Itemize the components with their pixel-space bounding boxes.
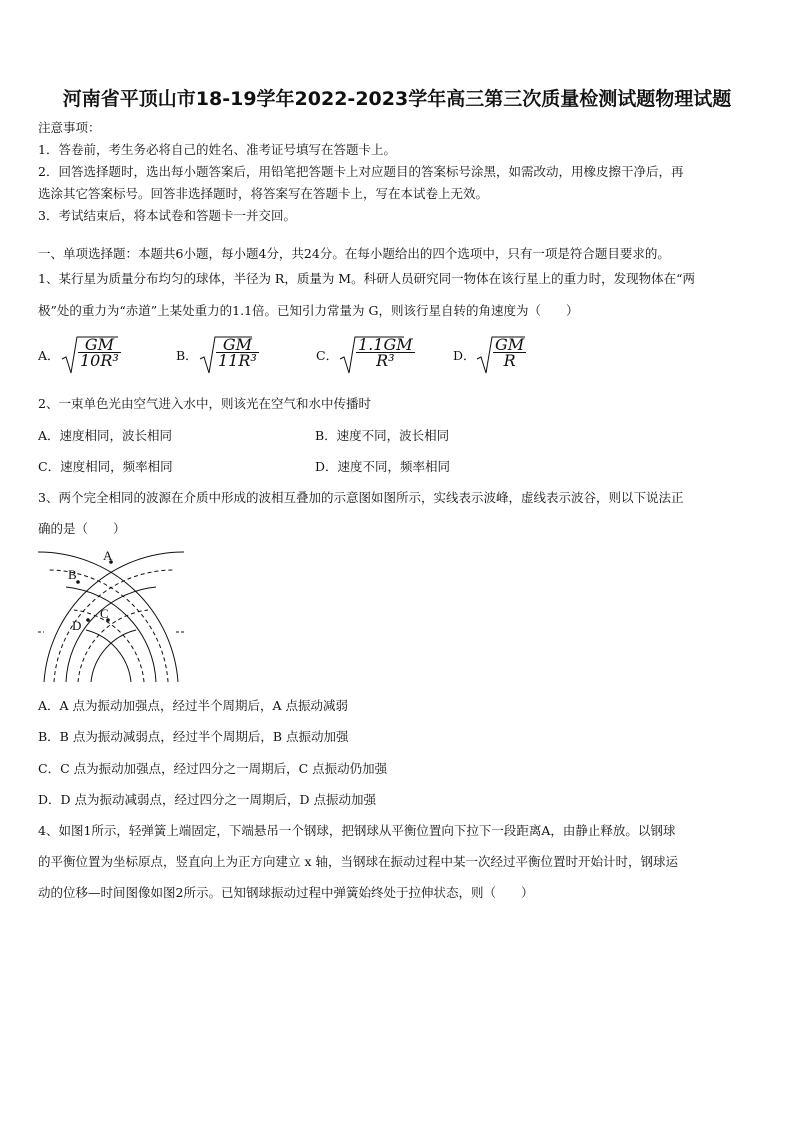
q3-stem-line2: 确的是（ ） [38, 521, 126, 536]
q2-option-b[interactable]: B．速度不同，波长相同 [315, 428, 450, 443]
q1-option-b[interactable] [176, 348, 198, 364]
q1-option-b-formula [198, 335, 258, 375]
fraction-denominator: R [503, 351, 516, 370]
q1-stem-line2: 极”处的重力为“赤道”上某处重力的1.1倍。已知引力常量为 G，则该行星自转的角速度为（ ） [38, 303, 579, 318]
q2-option-a[interactable]: A．速度相同，波长相同 [38, 428, 173, 443]
q1-option-c-formula [338, 335, 413, 375]
point-a-label: A [103, 548, 113, 563]
q3-option-a[interactable]: A．A 点为振动加强点，经过半个周期后，A 点振动减弱 [38, 698, 349, 713]
fraction-numerator: GM [495, 335, 525, 354]
q1-option-d-formula [475, 335, 535, 375]
wave-interference-diagram [36, 542, 186, 692]
point-d-label: D [72, 618, 82, 633]
trough-arc [48, 570, 168, 682]
section-heading: 一、单项选择题：本题共6小题，每小题4分，共24分。在每小题给出的四个选项中，只有一项是符合题目要求的。 [38, 246, 670, 261]
crest-arc [66, 587, 156, 682]
fraction-denominator: 11R³ [218, 351, 257, 370]
q1-stem-line1: 1、某行星为质量分布均匀的球体，半径为 R，质量为 M。科研人员研究同一物体在该行星上的重力时，发现物体在“两 [38, 271, 696, 286]
point-c-label: C [100, 606, 109, 621]
q1-option-c[interactable] [316, 348, 338, 364]
q1-option-a[interactable] [38, 348, 60, 364]
fraction-numerator: GM [216, 337, 259, 353]
q2-stem: 2、一束单色光由空气进入水中，则该光在空气和水中传播时 [38, 396, 371, 411]
q4-stem-line3: 动的位移—时间图像如图2所示。已知钢球振动过程中弹簧始终处于拉伸状态，则（ ） [38, 885, 534, 900]
notice-item-1: 1．答卷前，考生务必将自己的姓名、准考证号填写在答题卡上。 [38, 142, 396, 157]
fraction-denominator: R³ [376, 351, 395, 370]
q1-option-d[interactable] [453, 348, 476, 364]
option-label: C． [316, 348, 339, 363]
q3-option-c[interactable]: C．C 点为振动加强点，经过四分之一周期后，C 点振动仍加强 [38, 761, 388, 776]
q3-option-b[interactable]: B．B 点为振动减弱点，经过半个周期后，B 点振动加强 [38, 729, 349, 744]
option-label: B． [176, 348, 198, 363]
notice-item-3: 3．考试结束后，将本试卷和答题卡一并交回。 [38, 208, 296, 223]
point-d-marker [86, 618, 90, 622]
fraction-denominator: 10R³ [80, 351, 119, 370]
page-title: 河南省平顶山市18-19学年2022-2023学年高三第三次质量检测试题物理试题 [62, 88, 732, 110]
fraction-numerator: GM [78, 337, 121, 353]
option-label: D． [453, 348, 476, 363]
q3-stem-line1: 3、两个完全相同的波源在介质中形成的波相互叠加的示意图如图所示，实线表示波峰，虚线表示波谷，则以下说法正 [38, 490, 684, 505]
fraction-numerator: 1.1GM [358, 335, 413, 354]
crest-arc [66, 587, 156, 682]
q1-option-a-formula [60, 335, 120, 375]
notice-heading: 注意事项： [38, 120, 101, 135]
q2-option-d[interactable]: D．速度不同，频率相同 [315, 459, 451, 474]
option-label: A． [38, 348, 60, 363]
notice-item-2: 2．回答选择题时，选出每小题答案后，用铅笔把答题卡上对应题目的答案标号涂黑，如需改动，用橡皮擦干净后，再 [38, 164, 684, 179]
q4-stem-line1: 4、如图1所示，轻弹簧上端固定，下端悬吊一个钢球，把钢球从平衡位置向下拉下一段距离A，由静止释放。以钢球 [38, 823, 676, 838]
q2-option-c[interactable]: C．速度相同，频率相同 [38, 459, 173, 474]
q4-stem-line2: 的平衡位置为坐标原点，竖直向上为正方向建立 x 轴，当钢球在振动过程中某一次经过平衡位置时开始计时，钢球运 [38, 854, 678, 869]
notice-item-2-cont: 选涂其它答案标号。回答非选择题时，将答案写在答题卡上，写在本试卷上无效。 [38, 186, 489, 201]
q3-option-d[interactable]: D．D 点为振动减弱点，经过四分之一周期后，D 点振动加强 [38, 792, 377, 807]
point-b-label: B [68, 567, 77, 582]
point-b-marker [76, 580, 80, 584]
